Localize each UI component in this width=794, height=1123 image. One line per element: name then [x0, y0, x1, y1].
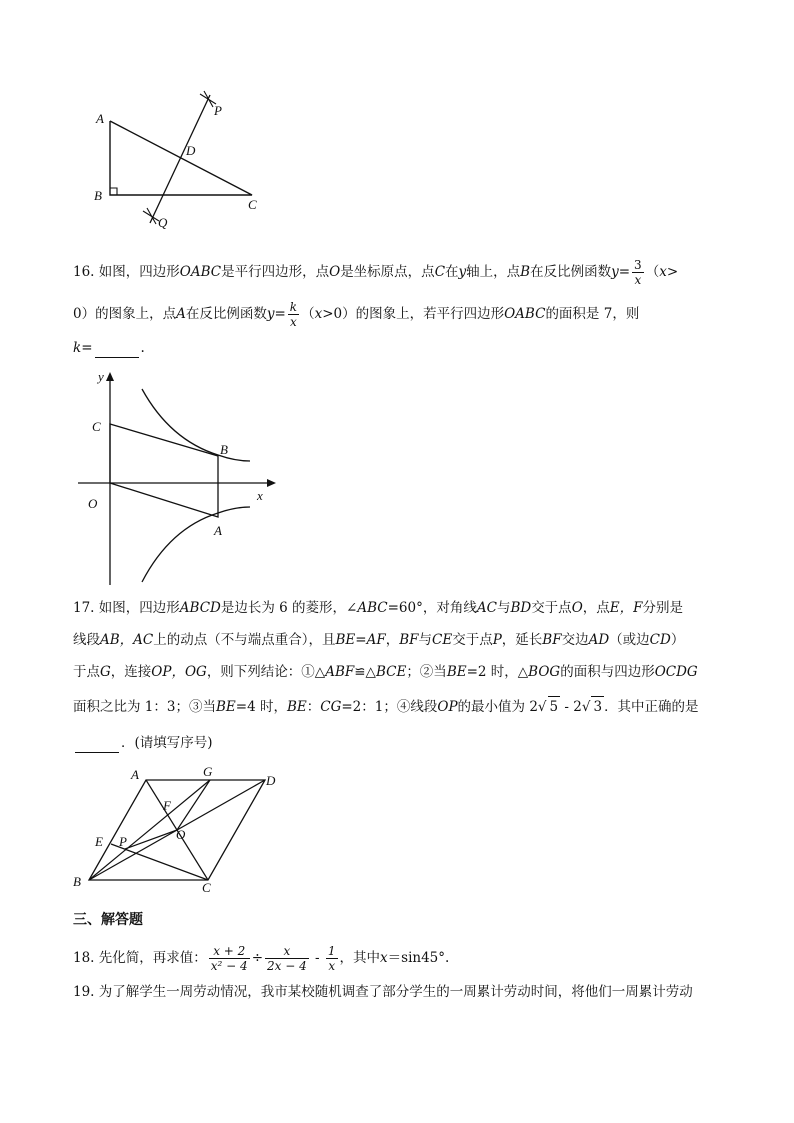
- fraction-numerator: 3: [634, 258, 642, 272]
- label-c: C: [202, 880, 211, 894]
- figure-triangle-construction: [80, 85, 280, 235]
- q16-var: C: [434, 264, 446, 280]
- q18-number: 18.: [73, 950, 95, 966]
- q16-var: B: [520, 264, 531, 280]
- label-p: P: [119, 834, 127, 849]
- fraction-numerator: x: [265, 944, 309, 959]
- q16-var: x: [659, 264, 667, 280]
- q17-text: =2：1；④线段: [341, 699, 438, 715]
- q16-text: （: [645, 264, 660, 280]
- q17-var: CG: [320, 699, 342, 715]
- q17-text: ．(请填写序号): [121, 735, 213, 751]
- label-o: O: [88, 496, 98, 511]
- fraction-numerator: k: [289, 300, 298, 314]
- q17-var: AF: [366, 632, 386, 648]
- q17-var: AB，AC: [100, 632, 154, 648]
- q16-text: 在: [445, 264, 459, 280]
- q17-number: 17.: [73, 600, 95, 616]
- q16-answer-blank[interactable]: [95, 343, 139, 358]
- q17-var: BE: [446, 664, 467, 680]
- q16-fraction-3-over-x: [632, 258, 644, 287]
- q17-text: =2 时，△: [466, 664, 529, 680]
- q17-text: 是边长为 6 的菱形，∠: [220, 600, 358, 616]
- q17-text: ≌△: [354, 664, 376, 680]
- q17-var: O: [571, 600, 583, 616]
- q16-var: y=: [266, 306, 286, 322]
- q17-text: 面积之比为 1：3；③当: [73, 699, 216, 715]
- q17-var: ABC: [357, 600, 388, 616]
- q17-var: AC: [476, 600, 497, 616]
- q18-var: x: [380, 950, 388, 966]
- line-bg: [89, 780, 210, 880]
- q17-text: 与: [418, 632, 433, 648]
- q16-text: （: [301, 306, 315, 322]
- q17-text: 如图，四边形: [98, 600, 180, 616]
- q17-var: P: [492, 632, 502, 648]
- fraction-denominator: x: [290, 315, 297, 329]
- q17-var: CD: [649, 632, 671, 648]
- fraction-denominator: x: [634, 273, 642, 287]
- label-b: B: [220, 442, 228, 457]
- fraction-denominator: x² − 4: [210, 959, 248, 973]
- q17-var: G: [100, 664, 111, 680]
- q18-fraction-1: [209, 944, 250, 973]
- divide-sign: ÷: [251, 950, 263, 966]
- label-f: F: [163, 798, 171, 813]
- q16-var: OABC: [504, 306, 546, 322]
- q17-text: 上的动点（不与端点重合），且: [153, 632, 336, 648]
- q17-text: （或边: [609, 632, 650, 648]
- line-og: [177, 780, 210, 830]
- minus-sign: -: [310, 950, 324, 966]
- label-d: D: [266, 773, 276, 788]
- right-angle-mark: [110, 188, 117, 195]
- q17-text: 于点: [73, 664, 100, 680]
- hyperbola-k-over-x: [142, 507, 250, 582]
- q16-text: 是平行四边形，点: [221, 264, 330, 280]
- q19-number: 19.: [73, 984, 95, 1000]
- q17-line-5: [73, 733, 213, 753]
- q17-text: 的面积与四边形: [560, 664, 655, 680]
- q16-number: 16.: [73, 264, 95, 280]
- q17-var: BF: [542, 632, 562, 648]
- q16-line-2: [73, 300, 639, 329]
- figure-coordinate-hyperbola: [70, 365, 290, 590]
- sqrt-radicand: 3: [591, 696, 604, 717]
- sqrt-symbol: √: [581, 699, 591, 715]
- q17-text: ，连接: [110, 664, 152, 680]
- q17-var: BF: [399, 632, 419, 648]
- sqrt-radicand: 5: [548, 696, 561, 717]
- q17-var: AD: [588, 632, 610, 648]
- q16-line-1: [73, 258, 678, 287]
- q17-answer-blank[interactable]: [75, 738, 119, 753]
- label-g: G: [203, 764, 213, 779]
- q17-text: ，点: [582, 600, 610, 616]
- label-y: y: [98, 369, 104, 384]
- q17-text: 的最小值为 2: [457, 699, 538, 715]
- q17-text: =: [355, 632, 367, 648]
- q17-text: 与: [496, 600, 511, 616]
- q17-text: 线段: [73, 632, 100, 648]
- label-a: A: [214, 523, 222, 538]
- fraction-denominator: 2x − 4: [267, 959, 307, 973]
- label-a: A: [96, 111, 104, 126]
- q16-line-3: [73, 338, 145, 358]
- q16-var: O: [329, 264, 341, 280]
- q17-line-2: [73, 630, 684, 650]
- label-b: B: [73, 874, 81, 889]
- q17-text: - 2: [560, 699, 582, 715]
- q16-text: .: [140, 340, 145, 356]
- q17-text: =4 时，: [235, 699, 287, 715]
- label-c: C: [248, 197, 257, 212]
- fraction-numerator: x + 2: [209, 944, 250, 959]
- q17-text: ）: [670, 632, 685, 648]
- q16-var: y=: [611, 264, 631, 280]
- q16-text: >: [666, 264, 679, 280]
- q18-text: ＝sin45°.: [387, 950, 450, 966]
- q17-var: CE: [432, 632, 453, 648]
- q16-var: OABC: [179, 264, 222, 280]
- fraction-numerator: 1: [327, 944, 336, 958]
- q16-text: =: [81, 340, 93, 356]
- q18-line: [73, 944, 449, 973]
- q17-text: 交于点: [452, 632, 493, 648]
- q17-text: ，: [385, 632, 400, 648]
- q17-line-1: [73, 598, 683, 618]
- q17-text: ；②当: [406, 664, 447, 680]
- q17-text: ，则下列结论：①△: [206, 664, 326, 680]
- label-a: A: [131, 767, 139, 782]
- q17-var: ABCD: [179, 600, 221, 616]
- figure-rhombus: [65, 762, 285, 894]
- line-op: [125, 830, 177, 849]
- q16-var: A: [176, 306, 186, 322]
- label-b: B: [94, 188, 102, 203]
- q17-var: BE: [286, 699, 307, 715]
- y-axis-arrow: [106, 372, 114, 381]
- label-d: D: [186, 143, 196, 158]
- parallelogram-oabc: [110, 424, 218, 517]
- q17-var: ABF: [325, 664, 355, 680]
- q16-var: y: [458, 264, 467, 280]
- q17-line-4: [73, 696, 699, 717]
- q19-text: 为了解学生一周劳动情况，我市某校随机调查了部分学生的一周累计劳动时间，将他们一周累计劳动: [98, 984, 693, 1000]
- x-axis-arrow: [267, 479, 276, 487]
- q17-text: ：: [306, 699, 321, 715]
- q17-text: 交于点: [531, 600, 572, 616]
- q16-var: k: [73, 340, 82, 356]
- label-q: Q: [158, 215, 168, 230]
- q16-fraction-k-over-x: [288, 300, 299, 329]
- q16-text: 在反比例函数: [185, 306, 267, 322]
- q18-fraction-2: [265, 944, 309, 973]
- label-o: O: [176, 827, 186, 842]
- q17-var: E，F: [609, 600, 643, 616]
- q16-text: 在反比例函数: [530, 264, 612, 280]
- q17-var: OP，OG: [151, 664, 207, 680]
- q18-text: 先化简，再求值：: [98, 950, 207, 966]
- q17-var: BE: [215, 699, 236, 715]
- fraction-denominator: x: [328, 959, 336, 973]
- q16-var: x: [314, 306, 323, 322]
- q17-var: BD: [510, 600, 532, 616]
- q16-text: 轴上，点: [466, 264, 521, 280]
- q17-var: OP: [437, 699, 458, 715]
- q18-fraction-3: [326, 944, 338, 973]
- sqrt-symbol: √: [537, 699, 547, 715]
- label-c: C: [92, 419, 101, 434]
- q17-var: BCE: [375, 664, 407, 680]
- section-title: 三、解答题: [73, 912, 143, 928]
- q16-text: 是坐标原点，点: [340, 264, 435, 280]
- q17-text: ．其中正确的是: [604, 699, 699, 715]
- q17-text: ，延长: [501, 632, 543, 648]
- label-p: P: [214, 103, 222, 118]
- q17-text: 交边: [561, 632, 589, 648]
- q18-text: ，其中: [339, 950, 381, 966]
- q16-text: 如图，四边形: [98, 264, 180, 280]
- q16-text: >0）的图象上，若平行四边形: [322, 306, 505, 322]
- q17-text: =60°，对角线: [387, 600, 477, 616]
- hyperbola-3-over-x: [142, 389, 250, 461]
- q17-var: OCDG: [654, 664, 698, 680]
- q17-text: 分别是: [642, 600, 683, 616]
- q19-line: [73, 982, 693, 1002]
- q17-var: BE: [335, 632, 356, 648]
- bisector-line-pq: [150, 95, 210, 223]
- q17-line-3: [73, 662, 698, 682]
- label-e: E: [95, 834, 103, 849]
- q17-var: BOG: [528, 664, 561, 680]
- label-x: x: [257, 488, 263, 503]
- q16-text: 的面积是 7，则: [545, 306, 640, 322]
- q16-text: 0）的图象上，点: [73, 306, 177, 322]
